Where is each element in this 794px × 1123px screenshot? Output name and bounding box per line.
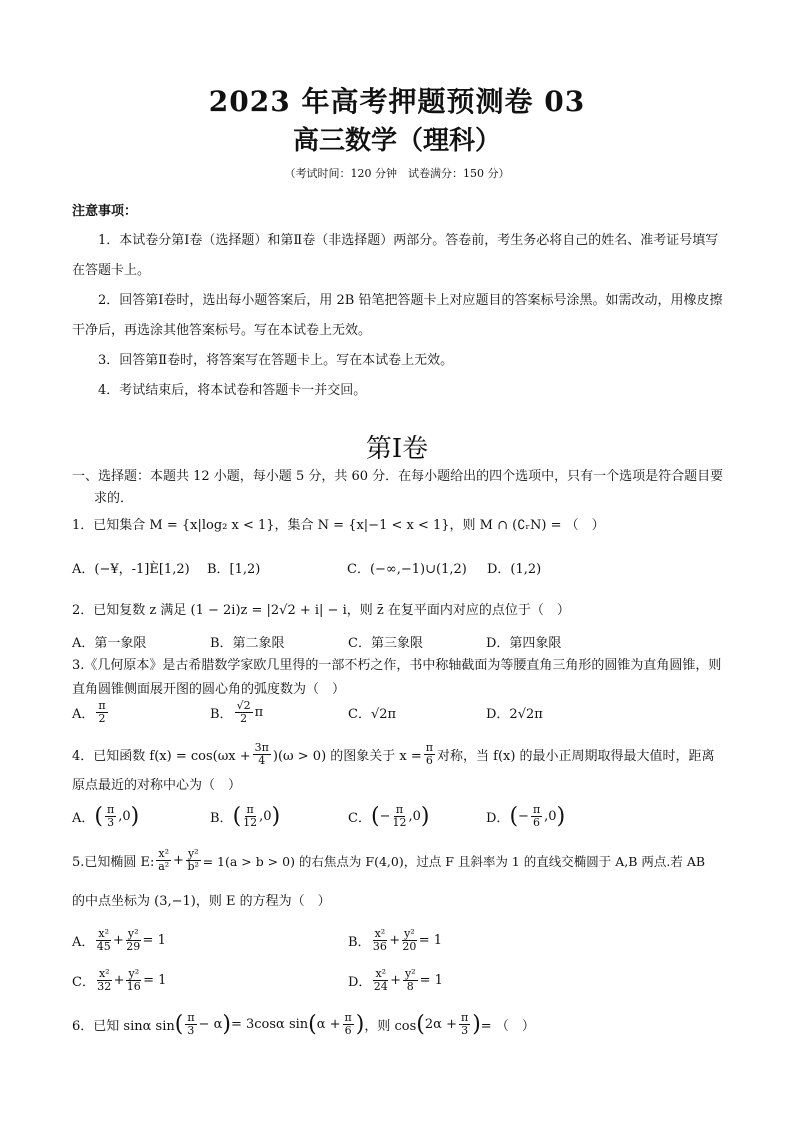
option-c: C．√2π — [348, 707, 397, 722]
option-c: C． $\frac{\text{x²}}{32}$ + $\frac{\text{y²}}{16}$ = 1 — [72, 967, 167, 993]
question-5-options-row2 — [72, 968, 732, 993]
option-b: B．第二象限 — [210, 636, 285, 651]
stem-text: 5.已知椭圆 E: — [72, 855, 155, 870]
question-4-options — [72, 804, 732, 829]
fraction — [126, 928, 141, 953]
question-4-stem — [72, 742, 732, 767]
numerator: π — [425, 741, 433, 754]
question-4-stem-line2: 原点最近的对称中心为（ ） — [72, 778, 242, 793]
numerator: y² — [404, 927, 415, 940]
numerator: π — [344, 1011, 352, 1024]
option-d: D． $\frac{\text{x²}}{24}$ + $\frac{\text{y²}}{8}$ = 1 — [348, 967, 443, 993]
question-6-stem: 6．已知 sinα sin ( $\frac{\pi}{3}$ − α ) = 3cosα sin ( α + $\frac{\pi}{6}$ ) ，则 cos ( 2α + $\frac{\pi}{3}$ ) = （ ） — [72, 1011, 535, 1037]
notice-item: 4．考试结束后，将本试卷和答题卡一并交回。 — [98, 383, 367, 398]
stem-text: )(ω > 0) 的图象关于 x = — [272, 749, 422, 764]
equation-rhs: = 1 — [419, 973, 443, 988]
option-a: A．(−¥，-1]È[1,2) — [72, 562, 190, 577]
fraction — [403, 968, 418, 993]
notice-item: 2．回答第Ⅰ卷时，选出每小题答案后，用 2B 铅笔把答题卡上对应题目的答案标号涂黑。如需改动，用橡皮擦干净后，再选涂其他答案标号。写在本试卷上无效。 — [72, 293, 723, 338]
fraction — [373, 968, 388, 993]
question-2-stem: 2．已知复数 z 满足 (1 − 2i)z = |2√2 + i| − i，则 z̄ 在复平面内对应的点位于（ ） — [72, 603, 570, 618]
stem-text: 6．已知 sinα sin — [72, 1019, 175, 1034]
denominator: a² — [158, 860, 170, 873]
question-1-options — [72, 558, 732, 577]
exam-subtitle: 高三数学（理科） — [292, 126, 501, 156]
option-c: C．第三象限 — [348, 636, 423, 651]
numerator: √2 — [236, 699, 251, 712]
denominator: 20 — [402, 940, 417, 953]
numerator: y² — [187, 847, 199, 860]
option-label: C． — [348, 811, 371, 826]
denominator: 3 — [107, 816, 115, 829]
notice-item: 3．回答第Ⅱ卷时，将答案写在答题卡上。写在本试卷上无效。 — [98, 353, 454, 368]
option-label: D． — [348, 975, 372, 990]
option-a: A． ( $\frac{\pi}{3}$ ,0 ) — [72, 803, 140, 829]
numerator: x² — [98, 967, 110, 980]
denominator: 24 — [373, 980, 388, 993]
fraction — [186, 848, 201, 873]
numerator: x² — [98, 927, 110, 940]
denominator: 2 — [240, 712, 248, 725]
fraction — [96, 700, 107, 725]
denominator: 2 — [98, 712, 106, 725]
numerator: π — [246, 803, 254, 816]
numerator: π — [532, 803, 541, 816]
numerator: x² — [158, 847, 170, 860]
fraction — [253, 742, 271, 767]
option-d: D．(1,2) — [487, 562, 542, 577]
coord-tail: ,0 — [259, 809, 272, 824]
numerator: x² — [374, 927, 386, 940]
fraction — [185, 1012, 196, 1037]
option-b — [210, 700, 348, 725]
denominator: 6 — [344, 1024, 352, 1037]
question-1-stem: 1．已知集合 M = {x|log₂ x < 1}，集合 N = {x|−1 < x < 1}，则 M ∩ (∁ᵣN) = （ ） — [72, 518, 605, 533]
part-instructions — [72, 466, 724, 510]
fraction — [392, 804, 406, 829]
denominator: 29 — [126, 940, 141, 953]
numerator: y² — [404, 967, 416, 980]
numerator: π — [187, 1011, 195, 1024]
fraction — [373, 928, 388, 953]
option-label: B． — [348, 935, 371, 950]
notice-item: 1．本试卷分第Ⅰ卷（选择题）和第Ⅱ卷（非选择题）两部分。答卷前，考生务必将自己的姓名、准考证号填写在答题卡上。 — [72, 233, 719, 278]
option-b: B．[1,2) — [207, 562, 261, 577]
option-label: A． — [72, 935, 95, 950]
question-5-options-row1 — [72, 928, 732, 953]
numerator: π — [98, 699, 106, 712]
coord-tail: ,0 — [408, 809, 421, 824]
fraction — [243, 804, 257, 829]
option-label: A． — [72, 707, 95, 722]
question-2-options — [72, 632, 732, 651]
fraction — [343, 1012, 354, 1037]
equation-rhs: = 1 — [142, 933, 166, 948]
exam-info: （考试时间：120 分钟 试卷满分：150 分） — [284, 167, 510, 180]
equation-rhs: = 1 — [418, 933, 443, 948]
option-a — [72, 700, 210, 725]
numerator: y² — [128, 967, 140, 980]
denominator: 16 — [126, 980, 141, 993]
option-label: B． — [210, 707, 233, 722]
denominator: 12 — [392, 816, 407, 829]
denominator: 6 — [533, 816, 541, 829]
coord-tail: ,0 — [118, 809, 131, 824]
option-label: C． — [72, 975, 95, 990]
denominator: 36 — [372, 940, 387, 953]
fraction — [402, 928, 417, 953]
fraction — [531, 804, 542, 829]
numerator: y² — [127, 927, 139, 940]
question-3-options — [72, 700, 732, 725]
notice-list — [72, 226, 724, 406]
section-title: 第Ⅰ卷 — [365, 434, 429, 464]
stem-text: = 3cosα sin — [230, 1017, 309, 1032]
option-label: B． — [210, 811, 233, 826]
fraction — [235, 700, 253, 725]
numerator: 3π — [254, 741, 269, 754]
numerator: π — [460, 1011, 469, 1024]
denominator: 8 — [406, 980, 414, 993]
denominator: 32 — [97, 980, 112, 993]
fraction — [96, 928, 111, 953]
option-c: C． ( − $\frac{\pi}{12}$ ,0 ) — [348, 803, 430, 829]
option-label: D． — [486, 811, 510, 826]
option-b: B． ( $\frac{\pi}{12}$ ,0 ) — [210, 803, 281, 829]
question-3-stem: 3.《几何原本》是古希腊数学家欧几里得的一部不朽之作，书中称轴截面为等腰直角三角形的圆锥为直角圆锥，则直角圆锥侧面展开图的圆心角的弧度数为（ ） — [72, 658, 722, 697]
fraction — [156, 848, 171, 873]
numerator: π — [106, 803, 115, 816]
option-d: D．第四象限 — [486, 636, 562, 651]
denominator: 45 — [96, 940, 111, 953]
stem-text: = （ ） — [480, 1019, 535, 1034]
question-5-stem: 5.已知椭圆 E: $\frac{\text{x²}}{\text{a²}}$ + $\frac{\text{y²}}{\text{b²}}$ = 1(a > b > 0) 的右焦点为 F(4,0)，过点 F 且斜率为 1 的直线交椭圆于 A,B 两点.若 AB — [72, 847, 706, 873]
notice-heading: 注意事项： — [72, 204, 138, 219]
numerator: π — [395, 803, 404, 816]
stem-text: = 1(a > b > 0) 的右焦点为 F(4,0)，过点 F 且斜率为 1 的直线交椭圆于 A,B 两点.若 AB — [202, 853, 706, 869]
stem-text: 2α + — [424, 1017, 457, 1032]
denominator: 3 — [461, 1024, 469, 1037]
denominator: 6 — [425, 754, 433, 767]
fraction — [97, 968, 112, 993]
fraction — [105, 804, 116, 829]
question-5-stem-line2: 的中点坐标为 (3,−1)，则 E 的方程为（ ） — [72, 894, 331, 909]
numerator: x² — [375, 967, 387, 980]
pi-symbol: π — [254, 705, 264, 720]
stem-text: 4．已知函数 f(x) = cos(ωx + — [72, 749, 251, 764]
denominator: 3 — [187, 1024, 195, 1037]
fraction — [424, 742, 435, 767]
denominator: b² — [187, 860, 199, 873]
equation-rhs: = 1 — [143, 973, 167, 988]
option-label: A． — [72, 811, 95, 826]
option-c: C．(−∞,−1)∪(1,2) — [347, 562, 467, 577]
stem-text: 对称，当 f(x) 的最小正周期取得最大值时，距离 — [437, 749, 715, 764]
stem-text: α + — [316, 1017, 341, 1032]
option-d: D．2√2π — [486, 707, 543, 722]
denominator: 4 — [258, 754, 266, 767]
option-a: A．第一象限 — [72, 636, 147, 651]
option-d: D． ( − $\frac{\pi}{6}$ ,0 ) — [486, 803, 566, 829]
denominator: 12 — [243, 816, 258, 829]
part-text: 一、选择题：本题共 12 小题，每小题 5 分，共 60 分．在每小题给出的四个选项中，只有一个选项是符合题目要求的． — [72, 469, 724, 506]
fraction — [126, 968, 141, 993]
fraction — [459, 1012, 470, 1037]
stem-text: − α — [198, 1017, 223, 1032]
option-a: A． $\frac{\text{x²}}{45}$ + $\frac{\text{y²}}{29}$ = 1 — [72, 927, 166, 953]
coord-tail: ,0 — [544, 809, 557, 824]
option-b: B． $\frac{\text{x²}}{36}$ + $\frac{\text{y²}}{20}$ = 1 — [348, 927, 443, 953]
exam-title: 2023 年高考押题预测卷 03 — [208, 85, 586, 118]
stem-text: ，则 cos — [364, 1019, 417, 1034]
